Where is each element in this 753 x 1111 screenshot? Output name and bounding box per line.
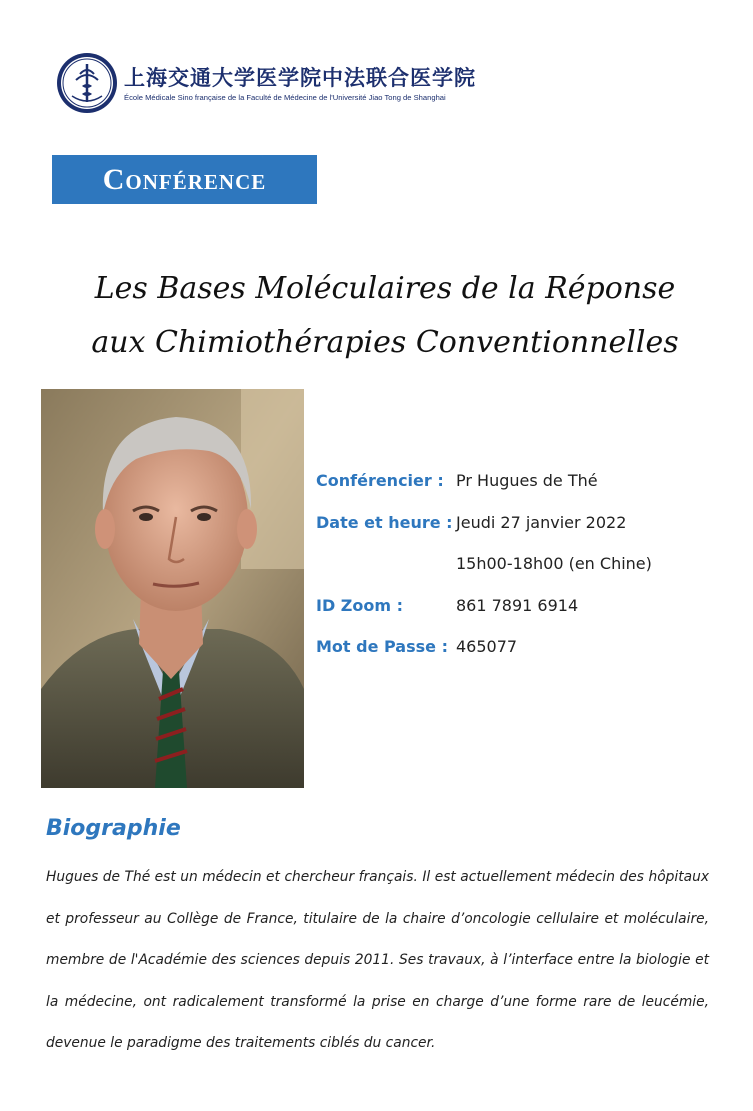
conference-title: [40, 262, 730, 370]
password-value: 465077: [456, 637, 518, 656]
biography-text: Hugues de Thé est un médecin et chercheur français. Il est actuellement médecin des hôpitaux et professeur au Collège de France, titulaire de la chaire d’oncologie cellulaire et moléculaire, membre de l'Académie des sciences depuis 2011. Ses travaux, à l’interface entre la biologie et la médecine, ont radicalement transformé la prise en charge d’une forme rare de leucémie, devenue le paradigme des traitements ciblés du cancer.: [46, 869, 709, 1051]
banner-label: Conférence: [102, 162, 267, 196]
title-line-1: Les Bases Moléculaires de la Réponse: [94, 271, 676, 306]
institution-logo: [56, 51, 476, 115]
detail-row: [316, 463, 736, 505]
detail-row: [316, 505, 736, 547]
zoom-id-label: ID Zoom :: [316, 595, 404, 615]
speaker-photo: [41, 389, 304, 788]
conference-banner: [52, 155, 317, 204]
detail-row: [316, 546, 736, 588]
speaker-label: Conférencier :: [316, 471, 444, 490]
logo-french-name: École Médicale Sino française de la Faculté de Médecine de l'Université Jiao Tong de Shanghai: [124, 92, 446, 102]
event-details: [316, 463, 736, 671]
speaker-value: Pr Hugues de Thé: [456, 471, 598, 490]
date-label: Date et heure :: [316, 512, 453, 532]
time-value: 15h00-18h00 (en Chine): [456, 554, 652, 573]
logo-chinese-name: 上海交通大学医学院中法联合医学院: [124, 64, 476, 90]
zoom-id-value: 861 7891 6914: [456, 595, 579, 615]
detail-row: [316, 588, 736, 630]
biography-heading: Biographie: [46, 816, 181, 841]
title-line-2: aux Chimiothérapies Conventionnelles: [91, 325, 679, 360]
detail-row: [316, 629, 736, 671]
date-value: Jeudi 27 janvier 2022: [456, 512, 627, 532]
university-seal-icon: [56, 52, 118, 114]
password-label: Mot de Passe :: [316, 637, 448, 656]
speaker-portrait-image: [41, 389, 304, 788]
